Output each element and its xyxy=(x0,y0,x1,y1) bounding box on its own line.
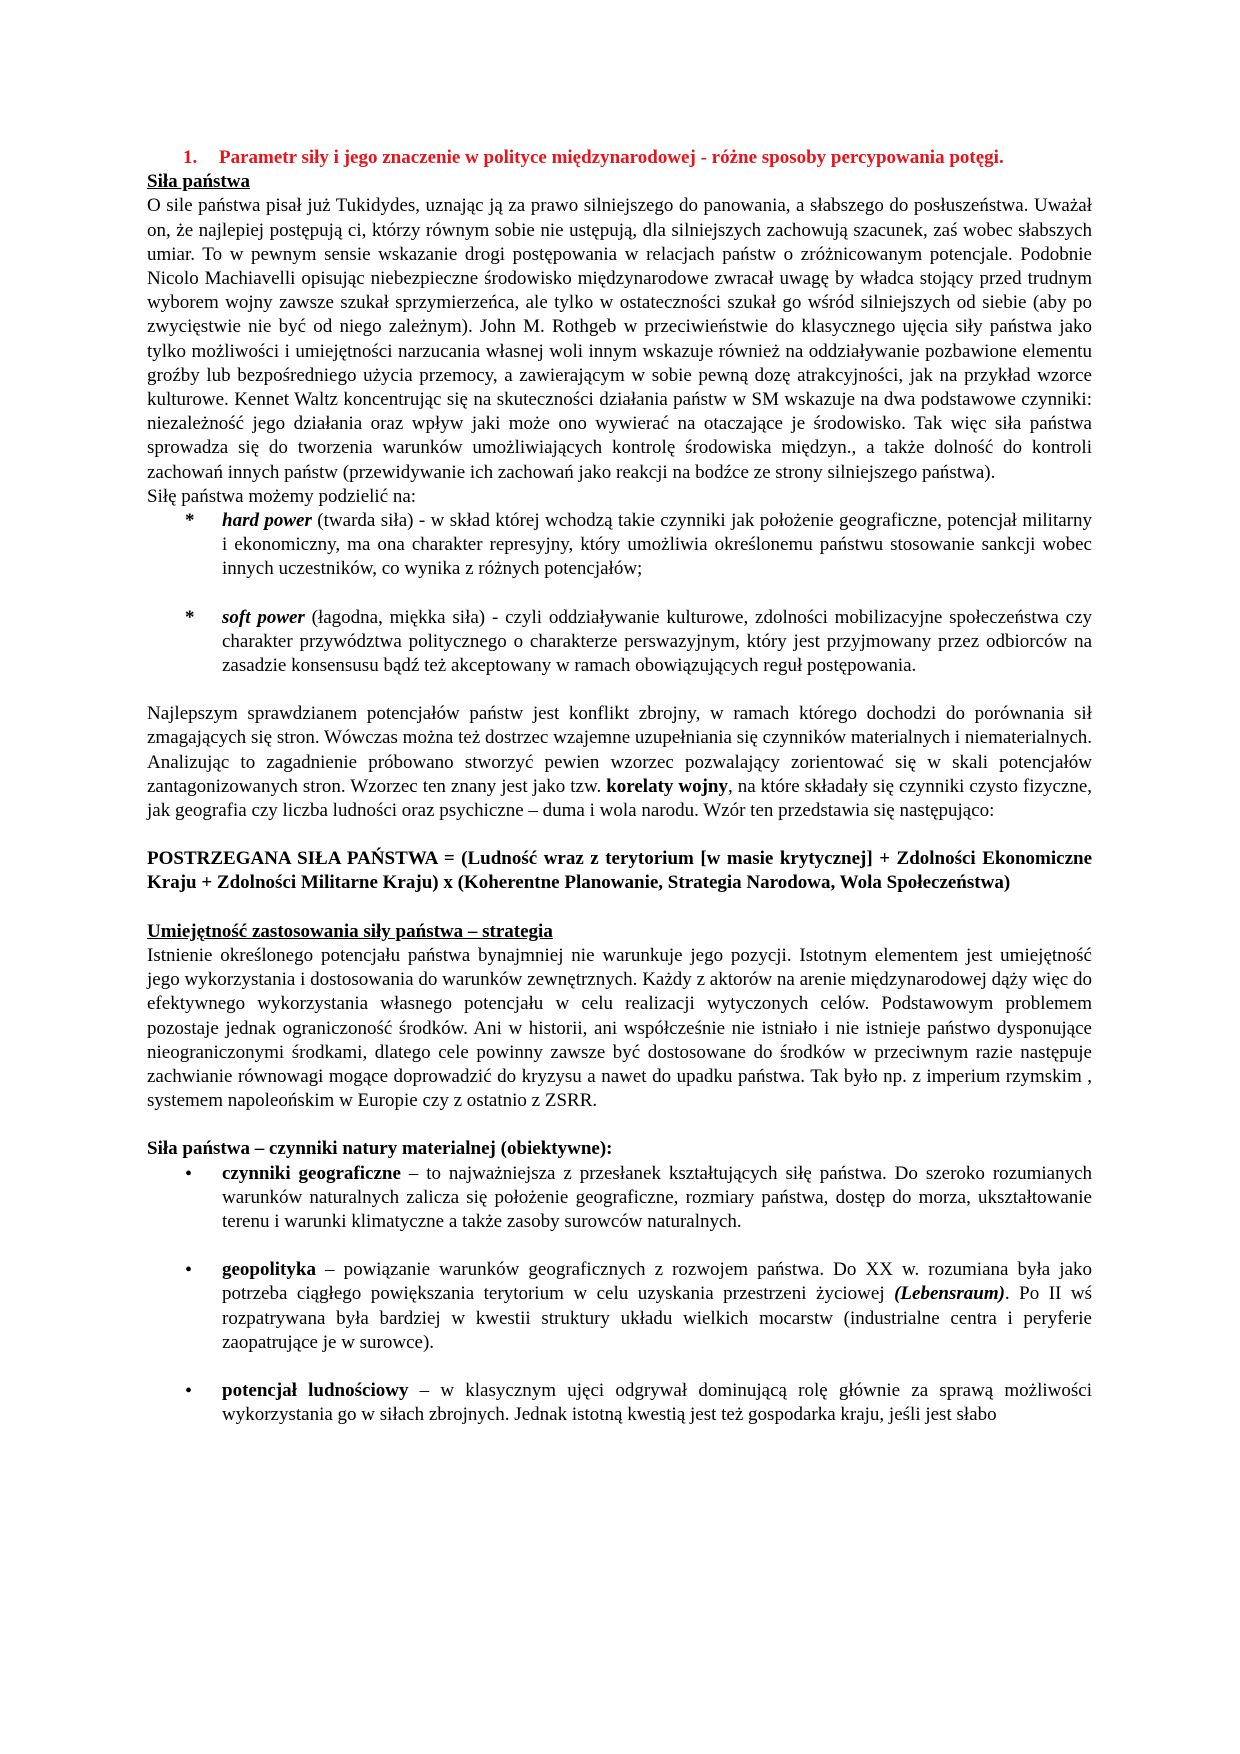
term-potencjal-ludnosciowy: potencjał ludnościowy xyxy=(222,1379,409,1401)
term-lebensraum: (Lebensraum) xyxy=(894,1283,1005,1305)
title-number: 1. xyxy=(183,147,198,168)
section-heading-strategia: Umiejętność zastosowania siły państwa – strategia xyxy=(147,920,553,942)
document-title xyxy=(183,146,1092,170)
desc-hard-power: (twarda siła) - w skład której wchodzą takie czynniki jak położenie geograficzne, potencjał militarny i ekonomiczny, ma ona charakter represyjny, który umożliwia określonemu państwu stosowanie sankcji wobec innych uczestników, co wynika z różnych potencjałów; xyxy=(222,510,1093,580)
desc-soft-power: (łagodna, miękka siła) - czyli oddziaływanie kulturowe, zdolności mobilizacyjne społeczeństwa czy charakter przywództwa politycznego o charakterze perswazyjnym, który jest przyjmowany przez odbiorców na zasadzie konsensusu bądź też akceptowany w ramach obowiązujących reguł postępowania. xyxy=(222,606,1093,677)
list-item-potencjal-ludnosciowy xyxy=(147,1379,1092,1427)
bullet-dot-icon: • xyxy=(185,1259,193,1282)
material-factors-list xyxy=(147,1162,1092,1428)
formula-postrzegana-sila: POSTRZEGANA SIŁA PAŃSTWA = (Ludność wraz z terytorium [w masie krytycznej] + Zdolności Ekonomiczne Kraju + Zdolności Militarne Kraju) x (Koherentne Planowanie, Strategia Narodowa, Wola Społeczeństwa) xyxy=(147,848,1092,894)
list-item-soft-power xyxy=(147,606,1092,679)
section-heading-czynniki-materialne: Siła państwa – czynniki natury materialnej (obiektywne): xyxy=(147,1138,613,1160)
section-heading-sila-panstwa: Siła państwa xyxy=(147,171,250,193)
paragraph-korelaty-a: Najlepszym sprawdzianem potencjałów państw jest konflikt zbrojny, w ramach którego dochodzi do porównania sił zmagających się stron. Wówczas można też dostrzec wzajemne uzupełniania się czynników materialnych i niematerialnych. Analizując to zagadnienie próbowano stworzyć pewien wzorzec pozwalający zorientować się w skali potencjałów zantagonizowanych stron. Wzorzec ten znany jest jako tzw. xyxy=(147,703,1092,797)
bullet-dot-icon: • xyxy=(185,1379,193,1402)
title-text: Parametr siły i jego znaczenie w polityce międzynarodowej - różne sposoby percypowania potęgi. xyxy=(219,147,1004,168)
desc-czynniki-geograficzne: – to najważniejsza z przesłanek kształtujących siłę państwa. Do szeroko rozumianych warunków naturalnych zalicza się położenie geograficzne, rozmiary państwa, dostęp do morza, ukształtowanie terenu i warunki klimatyczne a także zasoby surowców naturalnych. xyxy=(222,1162,1093,1232)
term-geopolityka: geopolityka xyxy=(222,1259,316,1281)
term-czynniki-geograficzne: czynniki geograficzne xyxy=(222,1162,401,1184)
term-hard-power: hard power xyxy=(222,510,312,532)
paragraph-korelaty xyxy=(147,702,1092,823)
paragraph-intro: O sile państwa pisał już Tukidydes, uznając ją za prawo silniejszego do panowania, a słabszego do posłuszeństwa. Uważał on, że najlepiej postępują ci, którzy równym sobie nie ustępują, dla silniejszych zachowują szacunek, zaś wobec słabszych umiar. To w pewnym sensie wskazanie drogi postępowania w relacjach państw o zróżnicowanym potencjale. Podobnie Nicolo Machiavelli opisując niebezpieczne środowisko międzynarodowe zwracał uwagę by władca stojący przed trudnym wyborem wojny zawsze szukał sprzymierzeńca, ale tylko w ostateczności szukał go wśród silniejszych od siebie (aby po zwycięstwie nie być od niego zależnym). John M. Rothgeb w przeciwieństwie do klasycznego ujęcia siły państwa jako tylko możliwości i umiejętności narzucania własnej woli innym wskazuje również na oddziaływanie pozbawione elementu groźby lub bezpośredniego użycia przemocy, a zawierającym w sobie pewną dozę atrakcyjności, jak na przykład wzorce kulturowe. Kennet Waltz koncentrując się na skuteczności działania państw w SM wskazuje na dwa podstawowe czynniki: niezależność jego działania oraz wpływ jaki może ono wywierać na otaczające je środowisko. Tak więc siła państwa sprowadza się do tworzenia warunków umożliwiających kontrolę środowiska międzyn., a także dolność do kontroli zachowań innych państw (przewidywanie ich zachowań jako reakcji na bodźce ze strony silniejszego państwa). xyxy=(147,195,1092,483)
desc-potencjal-ludnosciowy: – w klasycznym ujęci odgrywał dominującą rolę głównie za sprawą możliwości wykorzystania go w siłach zbrojnych. Jednak istotną kwestią jest też gospodarka kraju, jeśli jest słabo xyxy=(222,1379,1092,1426)
term-korelaty-wojny: korelaty wojny xyxy=(606,775,728,797)
term-soft-power: soft power xyxy=(222,606,305,628)
asterisk-bullet-icon: * xyxy=(185,606,195,628)
bullet-dot-icon: • xyxy=(185,1162,193,1185)
list-item-geopolityka xyxy=(147,1258,1092,1355)
list-item-czynniki-geograficzne xyxy=(147,1162,1092,1235)
desc-geopolityka-after: . Po II wś rozpatrywana była bardziej w kwestii struktury układu wielkich mocarstw (industrialne centra i peryferie zaopatrujące je w surowce). xyxy=(222,1283,1092,1353)
division-intro: Siłę państwa możemy podzielić na: xyxy=(147,485,417,507)
asterisk-bullet-icon: * xyxy=(185,510,195,532)
paragraph-strategia: Istnienie określonego potencjału państwa bynajmniej nie warunkuje jego pozycji. Istotnym elementem jest umiejętność jego wykorzystania i dostosowania do warunków zewnętrznych. Każdy z aktorów na arenie międzynarodowej dąży więc do efektywnego wykorzystania własnego potencjału w celu realizacji wytyczonych celów. Podstawowym problemem pozostaje jednak ograniczoność środków. Ani w historii, ani współcześnie nie istniało i nie istnieje państwo dysponujące nieograniczonymi środkami, dlatego cele powinny zawsze być dostosowane do środków w przeciwnym razie następuje zachwianie równowagi mogące doprowadzić do kryzysu a nawet do upadku państwa. Tak było np. z imperium rzymskim , systemem napoleońskim w Europie czy z ostatnio z ZSRR. xyxy=(147,944,1092,1112)
power-types-list xyxy=(147,509,1092,678)
list-item-hard-power xyxy=(147,509,1092,582)
paragraph-korelaty-b: , na które składały się czynniki czysto fizyczne, jak geografia czy liczba ludności oraz psychiczne – duma i wola narodu. Wzór ten przedstawia się następująco: xyxy=(147,775,1093,822)
desc-geopolityka: – powiązanie warunków geograficznych z rozwojem państwa. Do XX w. rozumiana była jako potrzeba ciągłego powiększania terytorium w celu uzyskania przestrzeni życiowej xyxy=(222,1259,1092,1305)
